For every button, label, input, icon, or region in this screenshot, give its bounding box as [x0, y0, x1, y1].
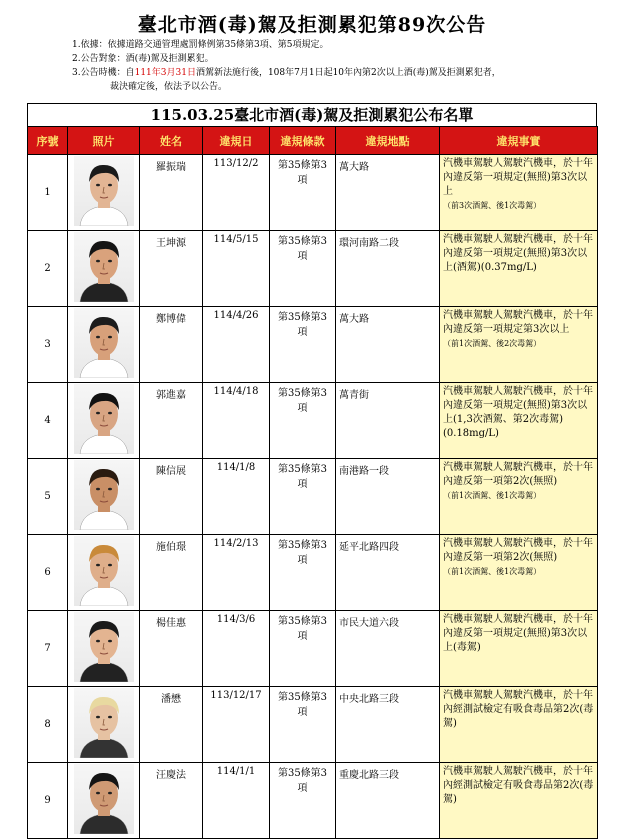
violation-fact: [440, 459, 598, 535]
row-number: 2: [28, 231, 68, 307]
violation-date: 114/4/18: [203, 383, 270, 459]
note-basis: 1.依據：依據道路交通管理處罰條例第35條第3項、第5項規定。: [72, 40, 329, 50]
photo-cell: [68, 535, 140, 611]
offender-name: 汪慶法: [140, 763, 203, 839]
mugshot-photo: [74, 612, 134, 682]
violation-fact-text: 汽機車駕駛人駕駛汽機車，於十年內違反第一項規定(無照)第3次以上(1,3次酒駕、第2次毒駕)(0.18mg/L): [443, 386, 593, 439]
table-row: [28, 155, 598, 231]
note-timing-prefix: 3.公告時機：自: [72, 68, 135, 78]
row-number: 6: [28, 535, 68, 611]
offender-name: 潘懋: [140, 687, 203, 763]
photo-cell: [68, 155, 140, 231]
violation-article: 第35條第3項: [270, 611, 336, 687]
mugshot-photo: [74, 536, 134, 606]
list-title: 115.03.25臺北市酒(毒)駕及拒測累犯公布名單: [27, 103, 597, 126]
col-header-no: 序號: [28, 127, 68, 155]
note-timing-cont: 裁決確定後，依法予以公告。: [110, 82, 228, 92]
violation-article: 第35條第3項: [270, 307, 336, 383]
mugshot-photo: [74, 460, 134, 530]
mugshot-photo: [74, 384, 134, 454]
violation-article: 第35條第3項: [270, 459, 336, 535]
table-row: [28, 687, 598, 763]
violation-fact: [440, 535, 598, 611]
violation-fact-note: （前1次酒駕、後1次毒駕）: [443, 567, 542, 576]
violation-place: 南港路一段: [336, 459, 440, 535]
col-header-fact: 違規事實: [440, 127, 598, 155]
violation-fact-text: 汽機車駕駛人駕駛汽機車，於十年內經測試檢定有吸食毒品第2次(毒駕): [443, 690, 594, 729]
violation-fact-note: （前1次酒駕、後1次毒駕）: [443, 491, 542, 500]
violation-fact-text: 汽機車駕駛人駕駛汽機車，於十年內違反第一項第2次(無照): [443, 462, 593, 487]
photo-cell: [68, 383, 140, 459]
note-timing-suffix: 酒駕新法施行後，108年7月1日起10年內第2次以上酒(毒)駕及拒測累犯者，: [195, 68, 501, 78]
mugshot-photo: [74, 688, 134, 758]
violation-date: 114/5/15: [203, 231, 270, 307]
violation-fact-text: 汽機車駕駛人駕駛汽機車，於十年內違反第一項規定第3次以上: [443, 310, 593, 335]
violation-fact-note: （前1次酒駕、後2次毒駕）: [443, 339, 542, 348]
violation-place: 萬大路: [336, 307, 440, 383]
violation-date: 113/12/17: [203, 687, 270, 763]
mugshot-photo: [74, 308, 134, 378]
violation-fact-text: 汽機車駕駛人駕駛汽機車，於十年內違反第一項規定(無照)第3次以上: [443, 158, 593, 197]
col-header-place: 違規地點: [336, 127, 440, 155]
violation-fact: [440, 231, 598, 307]
mugshot-photo: [74, 156, 134, 226]
notice-notes: [72, 38, 612, 94]
photo-cell: [68, 611, 140, 687]
table-row: [28, 535, 598, 611]
violation-place: 環河南路二段: [336, 231, 440, 307]
photo-cell: [68, 231, 140, 307]
violation-fact: [440, 763, 598, 839]
offender-name: 王坤源: [140, 231, 203, 307]
violation-place: 萬大路: [336, 155, 440, 231]
violation-article: 第35條第3項: [270, 155, 336, 231]
violation-date: 113/12/2: [203, 155, 270, 231]
mugshot-photo: [74, 232, 134, 302]
violation-place: 市民大道六段: [336, 611, 440, 687]
violation-article: 第35條第3項: [270, 383, 336, 459]
violation-article: 第35條第3項: [270, 535, 336, 611]
table-row: [28, 459, 598, 535]
violation-date: 114/2/13: [203, 535, 270, 611]
row-number: 3: [28, 307, 68, 383]
violation-place: 延平北路四段: [336, 535, 440, 611]
offender-name: 羅振瑞: [140, 155, 203, 231]
violation-date: 114/4/26: [203, 307, 270, 383]
violation-fact: [440, 307, 598, 383]
offender-table: [27, 126, 598, 839]
violation-place: 重慶北路三段: [336, 763, 440, 839]
violation-article: 第35條第3項: [270, 763, 336, 839]
violation-fact-note: （前3次酒駕、後1次毒駕）: [443, 201, 542, 210]
photo-cell: [68, 763, 140, 839]
violation-fact-text: 汽機車駕駛人駕駛汽機車，於十年內違反第一項規定(無照)第3次以上(酒駕)(0.37mg/L): [443, 234, 593, 273]
violation-date: 114/3/6: [203, 611, 270, 687]
violation-fact-text: 汽機車駕駛人駕駛汽機車，於十年內違反第一項第2次(無照): [443, 538, 593, 563]
table-row: [28, 307, 598, 383]
table-row: [28, 763, 598, 839]
table-row: [28, 231, 598, 307]
row-number: 8: [28, 687, 68, 763]
row-number: 1: [28, 155, 68, 231]
col-header-article: 違規條款: [270, 127, 336, 155]
table-row: [28, 383, 598, 459]
row-number: 4: [28, 383, 68, 459]
offender-name: 陳信展: [140, 459, 203, 535]
row-number: 7: [28, 611, 68, 687]
violation-fact: [440, 687, 598, 763]
offender-name: 楊佳惠: [140, 611, 203, 687]
photo-cell: [68, 307, 140, 383]
violation-fact-text: 汽機車駕駛人駕駛汽機車，於十年內違反第一項規定(無照)第3次以上(毒駕): [443, 614, 593, 653]
col-header-date: 違規日: [203, 127, 270, 155]
photo-cell: [68, 687, 140, 763]
table-header-row: [28, 127, 598, 155]
page-title: 臺北市酒(毒)駕及拒測累犯第89次公告: [137, 14, 487, 36]
offender-name: 鄭博偉: [140, 307, 203, 383]
table-row: [28, 611, 598, 687]
mugshot-photo: [74, 764, 134, 834]
violation-fact-text: 汽機車駕駛人駕駛汽機車，於十年內經測試檢定有吸食毒品第2次(毒駕): [443, 766, 594, 805]
violation-fact: [440, 383, 598, 459]
offender-name: 郭進嘉: [140, 383, 203, 459]
note-timing: [72, 66, 612, 80]
row-number: 9: [28, 763, 68, 839]
col-header-photo: 照片: [68, 127, 140, 155]
photo-cell: [68, 459, 140, 535]
offender-name: 施伯璟: [140, 535, 203, 611]
col-header-name: 姓名: [140, 127, 203, 155]
violation-article: 第35條第3項: [270, 687, 336, 763]
violation-place: 萬青街: [336, 383, 440, 459]
violation-article: 第35條第3項: [270, 231, 336, 307]
row-number: 5: [28, 459, 68, 535]
violation-date: 114/1/1: [203, 763, 270, 839]
violation-date: 114/1/8: [203, 459, 270, 535]
note-timing-date: 111年3月31日: [134, 68, 196, 78]
violation-fact: [440, 611, 598, 687]
violation-fact: [440, 155, 598, 231]
violation-place: 中央北路三段: [336, 687, 440, 763]
note-target: 2.公告對象：酒(毒)駕及拒測累犯。: [72, 54, 214, 64]
